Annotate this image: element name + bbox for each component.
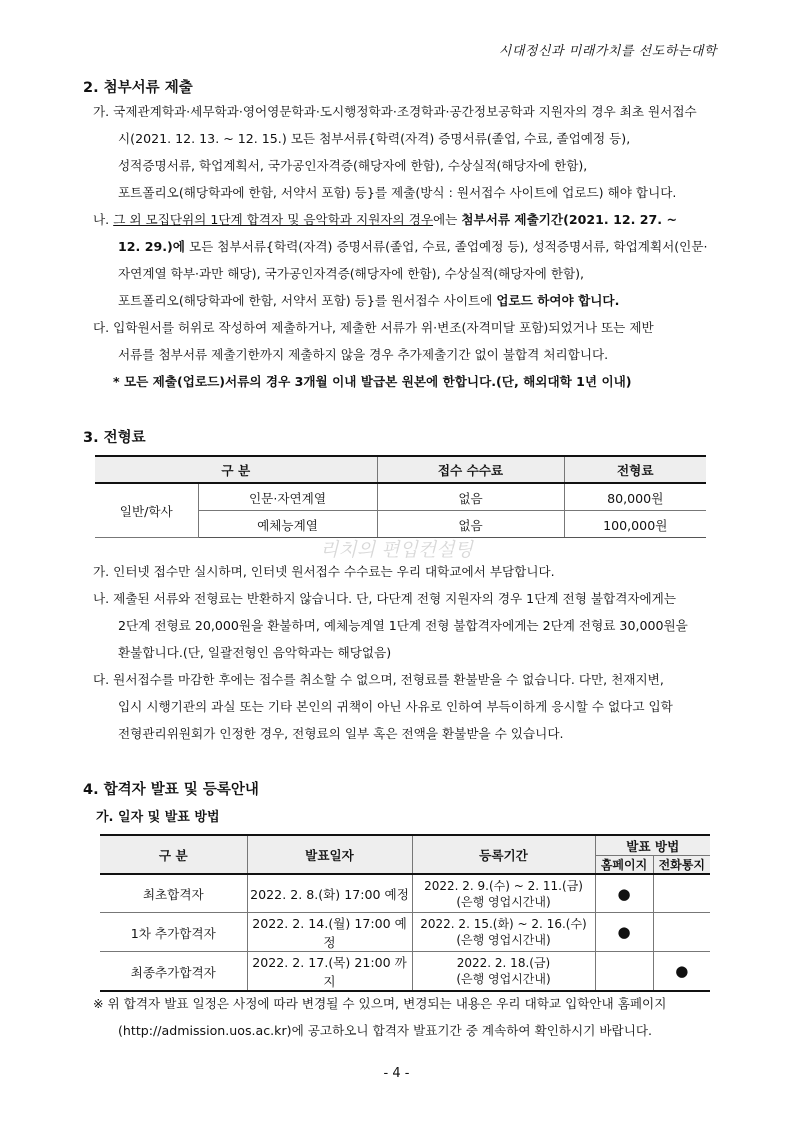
- s2-na-underlined: 그 외 모집단위의 1단계 합격자 및 음악학과 지원자의 경우: [113, 212, 434, 227]
- ann-header-homepage: 홈페이지: [595, 856, 653, 875]
- ann-period: [412, 952, 595, 992]
- section-2-title: 2. 첨부서류 제출: [83, 80, 193, 96]
- s2-na-line4: [118, 292, 715, 310]
- s2-na-mid: 에는: [433, 212, 462, 227]
- s2-na-prefix: 나.: [93, 212, 114, 227]
- table-row: [100, 952, 710, 992]
- section-4-subtitle: 가. 일자 및 발표 방법: [96, 810, 220, 825]
- s2-ga-line4: 포트폴리오(해당학과에 한함, 서약서 포함) 등}를 제출(방식 : 원서접수 사이트에 업로드) 해야 합니다.: [118, 185, 677, 200]
- s2-na-line2: [118, 238, 715, 256]
- ann-date: 2022. 2. 8.(화) 17:00 예정: [247, 874, 412, 913]
- ann-homepage-mark: ●: [595, 874, 653, 913]
- fee-track: 예체능계열: [198, 511, 377, 538]
- fee-amount: 80,000원: [564, 483, 706, 511]
- s2-note: * 모든 제출(업로드)서류의 경우 3개월 이내 발급본 원본에 한합니다.(단, 해외대학 1년 이내): [113, 374, 632, 389]
- s3-na-line2: 2단계 전형료 20,000원을 환불하며, 예체능계열 1단계 전형 불합격자에게는 2단계 전형료 30,000원을: [118, 618, 688, 633]
- ann-period-note: (은행 영업시간내): [456, 972, 551, 986]
- announcement-table: [100, 834, 710, 992]
- ann-header-category: 구 분: [100, 835, 247, 874]
- s3-ga: 가. 인터넷 접수만 실시하며, 인터넷 원서접수 수수료는 우리 대학교에서 부담합니다.: [93, 564, 555, 579]
- section-3-title: 3. 전형료: [83, 430, 146, 446]
- fee-header-category: 구 분: [95, 456, 377, 483]
- fee-receipt: 없음: [377, 483, 564, 511]
- fee-amount: 100,000원: [564, 511, 706, 538]
- fee-header-fee: 전형료: [564, 456, 706, 483]
- s2-na-line2-bold: 12. 29.)에: [118, 239, 185, 254]
- s2-da-line1: 다. 입학원서를 허위로 작성하여 제출하거나, 제출한 서류가 위·변조(자격미달 포함)되었거나 또는 제반: [93, 320, 654, 335]
- fee-track: 인문·자연계열: [198, 483, 377, 511]
- fee-table: [95, 455, 706, 538]
- header-slogan: 시대정신과 미래가치를 선도하는대학: [498, 44, 717, 59]
- ann-phone-mark: ●: [653, 952, 710, 992]
- ann-name: 최종추가합격자: [100, 952, 247, 992]
- s2-na-line4-prefix: 포트폴리오(해당학과에 한함, 서약서 포함) 등}를 원서접수 사이트에: [118, 293, 497, 308]
- ann-homepage-mark: ●: [595, 913, 653, 952]
- s2-na-bold: 첨부서류 제출기간(2021. 12. 27. ~: [461, 212, 678, 227]
- ann-date: 2022. 2. 17.(목) 21:00 까지: [247, 952, 412, 992]
- ann-period-dates: 2022. 2. 15.(화) ~ 2. 16.(수): [420, 917, 587, 931]
- watermark-text: 리치의 편입컨설팅: [320, 539, 473, 561]
- ann-phone-mark: [653, 874, 710, 913]
- fee-header-receipt: 접수 수수료: [377, 456, 564, 483]
- ann-header-date: 발표일자: [247, 835, 412, 874]
- ann-period: [412, 874, 595, 913]
- s2-na-line4-bold: 업로드 하여야 합니다.: [496, 293, 620, 308]
- s4-note-line1: ※ 위 합격자 발표 일정은 사정에 따라 변경될 수 있으며, 변경되는 내용은 우리 대학교 입학안내 홈페이지: [93, 996, 667, 1011]
- ann-phone-mark: [653, 913, 710, 952]
- s4-note-line2: (http://admission.uos.ac.kr)에 공고하오니 합격자 발표기간 중 계속하여 확인하시기 바랍니다.: [118, 1023, 653, 1038]
- ann-header-period: 등록기간: [412, 835, 595, 874]
- s2-ga-line3: 성적증명서류, 학업계획서, 국가공인자격증(해당자에 한함), 수상실적(해당자에 한함),: [118, 158, 588, 173]
- table-row: [100, 913, 710, 952]
- ann-period-dates: 2022. 2. 18.(금): [456, 956, 551, 970]
- ann-homepage-mark: [595, 952, 653, 992]
- s3-da-line1: 다. 원서접수를 마감한 후에는 접수를 취소할 수 없으며, 전형료를 환불받을 수 없습니다. 다만, 천재지변,: [93, 672, 664, 687]
- ann-period-dates: 2022. 2. 9.(수) ~ 2. 11.(금): [424, 878, 583, 893]
- ann-date: 2022. 2. 14.(월) 17:00 예정: [247, 913, 412, 952]
- s2-ga-line2: 시(2021. 12. 13. ~ 12. 15.) 모든 첨부서류{학력(자격) 증명서류(졸업, 수료, 졸업예정 등),: [118, 131, 631, 146]
- ann-period-note: (은행 영업시간내): [456, 894, 551, 909]
- ann-name: 1차 추가합격자: [100, 913, 247, 952]
- fee-receipt: 없음: [377, 511, 564, 538]
- s3-na-line3: 환불합니다.(단, 일괄전형인 음악학과는 해당없음): [118, 645, 392, 660]
- table-row: [95, 483, 706, 511]
- table-row: [100, 874, 710, 913]
- page-number: - 4 -: [383, 1066, 410, 1081]
- s3-na-line1: 나. 제출된 서류와 전형료는 반환하지 않습니다. 단, 다단계 전형 지원자의 경우 1단계 전형 불합격자에게는: [93, 591, 677, 606]
- ann-period: [412, 913, 595, 952]
- fee-group: 일반/학사: [95, 483, 198, 538]
- ann-period-note: (은행 영업시간내): [456, 933, 551, 947]
- s2-na-line2-rest: 모든 첨부서류{학력(자격) 증명서류(졸업, 수료, 졸업예정 등), 성적증명서류, 학업계획서(인문·: [184, 239, 708, 254]
- s3-da-line3: 전형관리위원회가 인정한 경우, 전형료의 일부 혹은 전액을 환불받을 수 있습니다.: [118, 726, 564, 741]
- s2-na-line1: [93, 211, 715, 229]
- s2-na-line3: 자연계열 학부·과만 해당), 국가공인자격증(해당자에 한함), 수상실적(해당자에 한함),: [118, 266, 585, 281]
- s2-da-line2: 서류를 첨부서류 제출기한까지 제출하지 않을 경우 추가제출기간 없이 불합격 처리합니다.: [118, 347, 609, 362]
- s3-da-line2: 입시 시행기관의 과실 또는 기타 본인의 귀책이 아닌 사유로 인하여 부득이하게 응시할 수 없다고 입학: [118, 699, 673, 714]
- ann-name: 최초합격자: [100, 874, 247, 913]
- s2-ga-line1: 가. 국제관계학과·세무학과·영어영문학과·도시행정학과·조경학과·공간정보공학과 지원자의 경우 최초 원서접수: [93, 104, 697, 119]
- section-4-title: 4. 합격자 발표 및 등록안내: [83, 782, 259, 798]
- ann-header-method: 발표 방법: [595, 835, 710, 856]
- ann-header-phone: 전화통지: [653, 856, 710, 875]
